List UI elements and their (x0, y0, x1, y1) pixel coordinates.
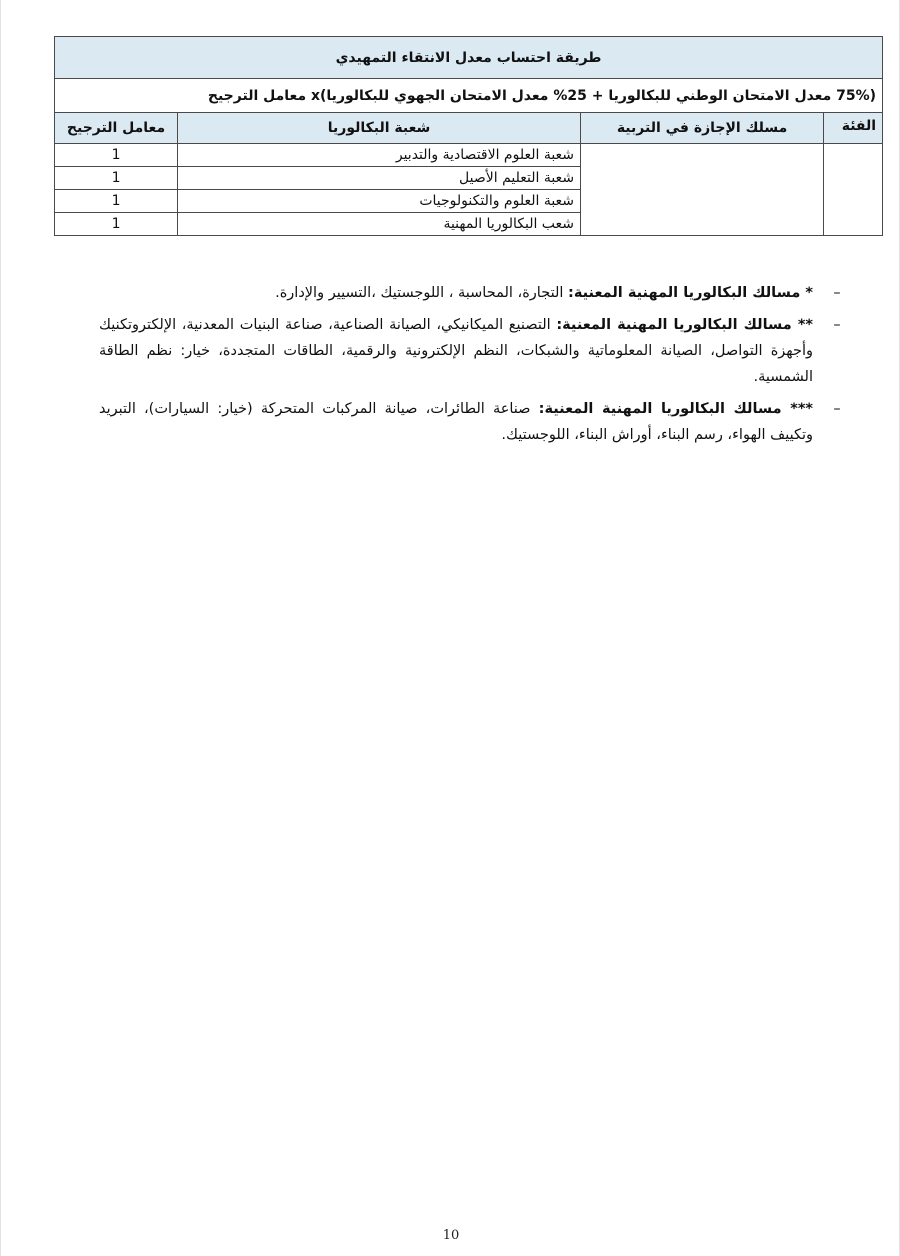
table-header-row (55, 113, 883, 144)
formula-row (55, 79, 883, 113)
header-coefficient: معامل الترجيح (55, 113, 178, 144)
coefficient-cell: 1 (55, 167, 178, 190)
note-text: التصنيع الميكانيكي، الصيانة الصناعية، صناعة البنيات المعدنية، الإلكتروتكنيك وأجهزة التواصل، الصيانة المعلوماتية والشبكات، النظم الإلكترونية والرقمية، الطاقات المتجددة، خيار: نظم الطاقة الشمسية. (99, 317, 813, 385)
formula-text: (75% معدل الامتحان الوطني للبكالوريا + 25% معدل الامتحان الجهوي للبكالوريا)x معامل الترجيح (55, 79, 883, 113)
page-number: 10 (442, 1228, 460, 1243)
note-heading: *** مسالك البكالوريا المهنية المعنية: (538, 401, 814, 417)
coefficient-cell: 1 (55, 190, 178, 213)
track-cell (581, 144, 824, 236)
header-category: الفئة (824, 113, 883, 144)
note-item (99, 280, 841, 306)
notes-list (99, 280, 841, 454)
note-bullet: – (833, 317, 841, 333)
category-cell (824, 144, 883, 236)
header-track: مسلك الإجازة في التربية (581, 113, 824, 144)
note-item (99, 312, 841, 390)
branch-cell: شعب البكالوريا المهنية (178, 213, 581, 236)
note-heading: * مسالك البكالوريا المهنية المعنية: (568, 285, 813, 301)
branch-cell: شعبة العلوم الاقتصادية والتدبير (178, 144, 581, 167)
coefficient-cell: 1 (55, 213, 178, 236)
note-heading: ** مسالك البكالوريا المهنية المعنية: (556, 317, 813, 333)
table-row (55, 144, 883, 167)
note-bullet: – (833, 285, 841, 301)
note-text: صناعة الطائرات، صيانة المركبات المتحركة (خيار: السيارات)، التبريد وتكييف الهواء، رسم البناء، أوراش البناء، اللوجستيك. (99, 401, 813, 443)
note-bullet: – (833, 401, 841, 417)
note-item (99, 396, 841, 448)
coefficient-cell: 1 (55, 144, 178, 167)
table-title: طريقة احتساب معدل الانتقاء التمهيدي (55, 37, 883, 79)
table-title-row (55, 37, 883, 79)
header-branch: شعبة البكالوريا (178, 113, 581, 144)
note-text: التجارة، المحاسبة ، اللوجستيك ،التسيير والإدارة. (275, 285, 569, 301)
branch-cell: شعبة التعليم الأصيل (178, 167, 581, 190)
branch-cell: شعبة العلوم والتكنولوجيات (178, 190, 581, 213)
selection-average-table (54, 36, 883, 236)
